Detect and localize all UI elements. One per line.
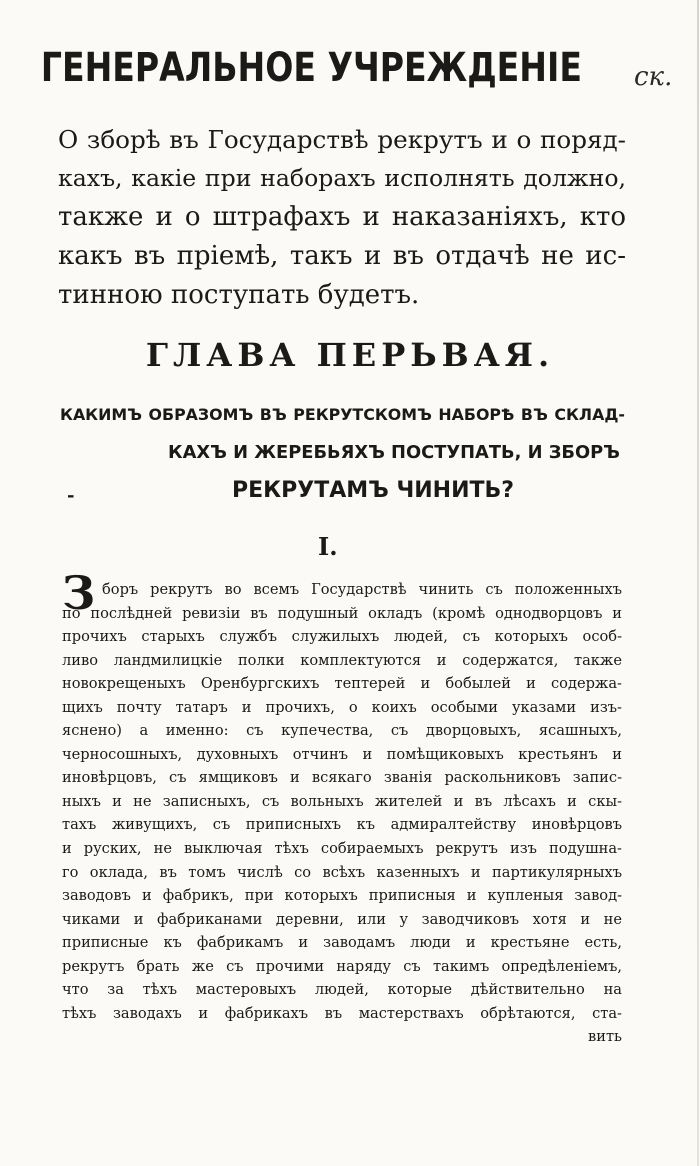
body-line: рекрутъ брать же съ прочими наряду съ такимъ опредѣленіемъ, [62, 957, 622, 975]
subtitle-line: РЕКРУТАМЪ ЧИНИТЬ? [232, 478, 515, 503]
body-line: приписные къ фабрикамъ и заводамъ люди и крестьяне есть, [62, 934, 622, 952]
body-line: ливо ландмилицкіе полки комплектуются и содержатся, также [62, 651, 622, 669]
body-line: черносошныхъ, духовныхъ отчинъ и помѣщиковыхъ крестьянъ и [62, 745, 622, 763]
intro-line: кахъ, какіе при наборахъ исполнять должно, [58, 164, 626, 192]
body-line: яснено) а именно: съ купечества, съ дворцовыхъ, ясашныхъ, [62, 722, 622, 740]
margin-note: ск. [634, 62, 673, 92]
catchword: вить [588, 1028, 622, 1046]
body-line: по послѣдней ревизіи въ подушный окладъ (кромѣ однодворцовъ и [62, 604, 622, 622]
body-line: ныхъ и не записныхъ, съ вольныхъ жителей и въ лѣсахъ и скы- [62, 792, 622, 810]
body-line: заводовъ и фабрикъ, при которыхъ приписныя и купленыя завод- [62, 887, 622, 905]
body-paragraph [62, 578, 622, 1049]
body-line: тахъ живущихъ, съ приписныхъ къ адмиралтейству иновѣрцовъ [62, 816, 622, 834]
body-line: и руских, не выключая тѣхъ собираемыхъ рекрутъ изъ подушна- [62, 840, 622, 858]
page-edge [697, 0, 699, 1166]
intro-paragraph [58, 120, 626, 315]
body-line: чиками и фабриканами деревни, или у заводчиковъ хотя и не [62, 910, 622, 928]
intro-line: О зборѣ въ Государствѣ рекрутъ и о поряд- [58, 125, 626, 154]
body-line: прочихъ старыхъ службъ служилыхъ людей, съ которыхъ особ- [62, 628, 622, 646]
body-line: боръ рекрутъ во всемъ Государствѣ чинить съ положенныхъ [102, 581, 622, 598]
intro-line: тинною поступать будетъ. [58, 280, 420, 310]
document-title: ГЕНЕРАЛЬНОЕ УЧРЕЖДЕНІЕ [40, 45, 582, 91]
body-line: тѣхъ заводахъ и фабрикахъ въ мастерствахъ обрѣтаются, ста- [62, 1004, 622, 1022]
chapter-subtitle [60, 396, 625, 510]
chapter-heading: ГЛАВА ПЕРЬВАЯ. [145, 336, 555, 374]
intro-line: какъ въ пріемѣ, такъ и въ отдачѣ не ис- [58, 241, 626, 271]
intro-line: также и о штрафахъ и наказаніяхъ, кто [58, 202, 626, 232]
body-line: го оклада, въ томъ числѣ со всѣхъ казенныхъ и партикулярныхъ [62, 863, 622, 881]
section-number: I. [318, 532, 338, 561]
body-line: новокрещеныхъ Оренбургскихъ тептерей и бобылей и содержа- [62, 675, 622, 693]
body-line: что за тѣхъ мастеровыхъ людей, которые дѣйствительно на [62, 981, 622, 999]
subtitle-line: КАКИМЪ ОБРАЗОМЪ ВЪ РЕКРУТСКОМЪ НАБОРѢ ВЪ СКЛАД- [60, 405, 625, 424]
body-line: иновѣрцовъ, съ ямщиковъ и всякаго званія раскольниковъ запис- [62, 769, 622, 787]
subtitle-mark: - [67, 485, 75, 506]
subtitle-line: КАХЪ И ЖЕРЕБЬЯХЪ ПОСТУПАТЬ, И ЗБОРЪ [168, 442, 620, 463]
drop-cap: З [62, 566, 96, 620]
body-line: щихъ почту татаръ и прочихъ, о коихъ особыми указами изъ- [62, 698, 622, 716]
